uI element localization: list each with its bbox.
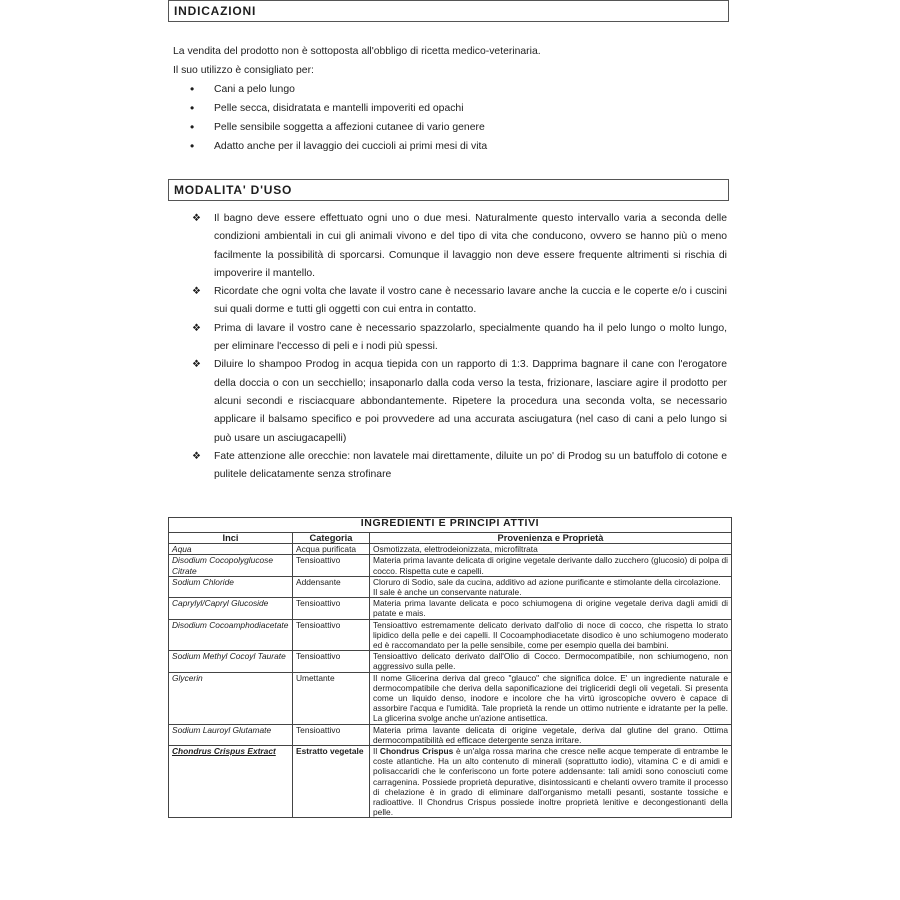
provenienza-cell: Osmotizzata, elettrodeionizzata, microfiltrata (370, 544, 732, 555)
modalita-list (192, 210, 727, 484)
inci-cell: Aqua (169, 544, 293, 555)
inci-cell: Glycerin (169, 672, 293, 724)
provenienza-cell: Tensioattivo estremamente delicato derivato dall'olio di noce di cocco, che rispetta lo strato lipidico della pelle e dei capelli. Il Cocoamphodiacetate disodico è uno schiumogeno moderato ed è raccomandato per la pelle sensibile, come per esempio quella dei bambini. (370, 619, 732, 651)
list-item: • Pelle sensibile soggetta a affezioni cutanee di vario genere (190, 118, 487, 137)
table-row (169, 544, 732, 555)
inci-cell: Caprylyl/Capryl Glucoside (169, 598, 293, 619)
provenienza-cell: Tensioattivo delicato derivato dall'Olio di Cocco. Dermocompatibile, non schiumogeno, non aggressivo sulla pelle. (370, 651, 732, 672)
table-row (169, 598, 732, 619)
categoria-cell: Addensante (293, 576, 370, 597)
diamond-bullet-icon: ❖ (192, 322, 201, 334)
categoria-cell: Umettante (293, 672, 370, 724)
list-item-text: Prima di lavare il vostro cane è necessario spazzolarlo, specialmente quando ha il pelo lungo o molto lungo, per eliminare l'eccesso di peli e i nodi più spessi. (214, 322, 727, 353)
provenienza-cell: Il nome Glicerina deriva dal greco "glauco" che significa dolce. E' un ingrediente naturale e dermocompatibile che deriva della saponificazione dei trigliceridi degli oli vegetali. Si presenta come un liquido denso, inodore e incolore che ha virtù igroscopiche ovvero è capace di assorbire l'acqua e l'umidità. Tale proprietà la rende un ottimo nutriente e idratante per la pelle. La glicerina svolge anche un'azione antisettica. (370, 672, 732, 724)
table-row (169, 619, 732, 651)
table-row (169, 555, 732, 576)
ingredients-table-body (169, 544, 732, 818)
provenienza-cell: Materia prima lavante delicata di origine vegetale, deriva dal glutine del grano. Ottima dermocompatibilità ed efficace detergente senza irritare. (370, 724, 732, 745)
inci-cell: Chondrus Crispus Extract (169, 746, 293, 818)
provenienza-cell: Materia prima lavante delicata e poco schiumogena di origine vegetale deriva dagli amidi di patate e mais. (370, 598, 732, 619)
table-row (169, 746, 732, 818)
list-item-text: Fate attenzione alle orecchie: non lavatele mai direttamente, diluite un po' di Prodog su un batuffolo di cotone e pulitele delicatamente senza strofinare (214, 450, 727, 481)
categoria-cell: Tensioattivo (293, 619, 370, 651)
indicazioni-list (190, 80, 487, 156)
list-item: • Adatto anche per il lavaggio dei cuccioli ai primi mesi di vita (190, 137, 487, 156)
prov-bold: Chondrus Crispus (379, 746, 454, 757)
modalita-header: MODALITA' D'USO (168, 179, 729, 201)
list-item (192, 356, 727, 447)
ingredients-table (168, 517, 732, 818)
indicazioni-intro: La vendita del prodotto non è sottoposta all'obbligo di ricetta medico-veterinaria. (173, 46, 541, 57)
diamond-bullet-icon: ❖ (192, 450, 201, 462)
table-row (169, 576, 732, 597)
inci-cell: Sodium Chloride (169, 576, 293, 597)
inci-cell: Disodium Cocoamphodiacetate (169, 619, 293, 651)
list-item: • Pelle secca, disidratata e mantelli impoveriti ed opachi (190, 99, 487, 118)
list-item-text: Ricordate che ogni volta che lavate il vostro cane è necessario lavare anche la cuccia e le coperte e/o i cuscini sui quali dorme e tutti gli oggetti con cui entra in contatto. (214, 286, 727, 316)
diamond-bullet-icon: ❖ (192, 359, 201, 371)
column-header-provenienza: Provenienza e Proprietà (370, 533, 732, 544)
list-item-text: Il bagno deve essere effettuato ogni uno o due mesi. Naturalmente questo intervallo varia a seconda delle condizioni ambientali in cui gli animali vivono e del tipo di vita che conducono, ovvero se hanno più o meno facilmente la possibilità di sporcarsi. Comunque il lavaggio non deve essere frequente altrimenti si rischia di impoverire il mantello. (214, 213, 727, 279)
list-item-text: Diluire lo shampoo Prodog in acqua tiepida con un rapporto di 1:3. Dapprima bagnare il cane con l'erogatore della doccia o con un secchiello; insaponarlo dalla coda verso la testa, frizionare, lasciare agire il prodotto per alcuni secondi e risciacquare abbondantemente. Ripetere la procedura una seconda volta, se necessario applicare il balsamo specifico e poi provvedere ad una accurata asciugatura (nel caso di cani a pelo lungo si può usare un asciugacapelli) (214, 359, 727, 444)
categoria-cell: Estratto vegetale (293, 746, 370, 818)
list-item: • Cani a pelo lungo (190, 80, 487, 99)
ingredients-table-title: INGREDIENTI E PRINCIPI ATTIVI (169, 518, 732, 533)
list-item (192, 283, 727, 320)
list-item (192, 320, 727, 357)
categoria-cell: Tensioattivo (293, 724, 370, 745)
prov-lead: Il (373, 746, 380, 757)
prov-rest: è un'alga rossa marina che cresce nelle acque temperate di entrambe le coste atlantiche. Ha un alto contenuto di minerali (soprattutto iodio), vitamina C e di amidi e polisaccaridi che le conferiscono un forte potere addensante: tali amidi sono conosciuti come carragenina. Possiede proprietà depurative, disintossicanti e chelanti ovvero tramite il processo di chelazione è in grado di eliminare dall'organismo metalli pesanti, sostante tossiche e radioattive. Il Chondrus Crispus possiede inoltre proprietà lenitive e decongestionanti della pelle. (373, 746, 729, 818)
table-row (169, 651, 732, 672)
list-item (192, 210, 727, 283)
categoria-cell: Tensioattivo (293, 651, 370, 672)
indicazioni-usage-lead: Il suo utilizzo è consigliato per: (173, 65, 314, 76)
provenienza-cell: Materia prima lavante delicata di origine vegetale derivante dallo zucchero (glucosio) di polpa di cocco. Rispetta cute e capelli. (370, 555, 732, 576)
inci-cell: Sodium Lauroyl Glutamate (169, 724, 293, 745)
provenienza-cell (370, 746, 732, 818)
inci-cell: Sodium Methyl Cocoyl Taurate (169, 651, 293, 672)
column-header-categoria: Categoria (293, 533, 370, 544)
categoria-cell: Tensioattivo (293, 598, 370, 619)
provenienza-cell: Cloruro di Sodio, sale da cucina, additivo ad azione purificante e stimolante della circolazione. Il sale è anche un conservante naturale. (370, 576, 732, 597)
diamond-bullet-icon: ❖ (192, 286, 201, 298)
table-row (169, 672, 732, 724)
inci-cell: Disodium Cocopolyglucose Citrate (169, 555, 293, 576)
categoria-cell: Tensioattivo (293, 555, 370, 576)
table-row (169, 724, 732, 745)
column-header-inci: Inci (169, 533, 293, 544)
categoria-cell: Acqua purificata (293, 544, 370, 555)
list-item (192, 448, 727, 485)
indicazioni-header: INDICAZIONI (168, 0, 729, 22)
diamond-bullet-icon: ❖ (192, 213, 201, 224)
